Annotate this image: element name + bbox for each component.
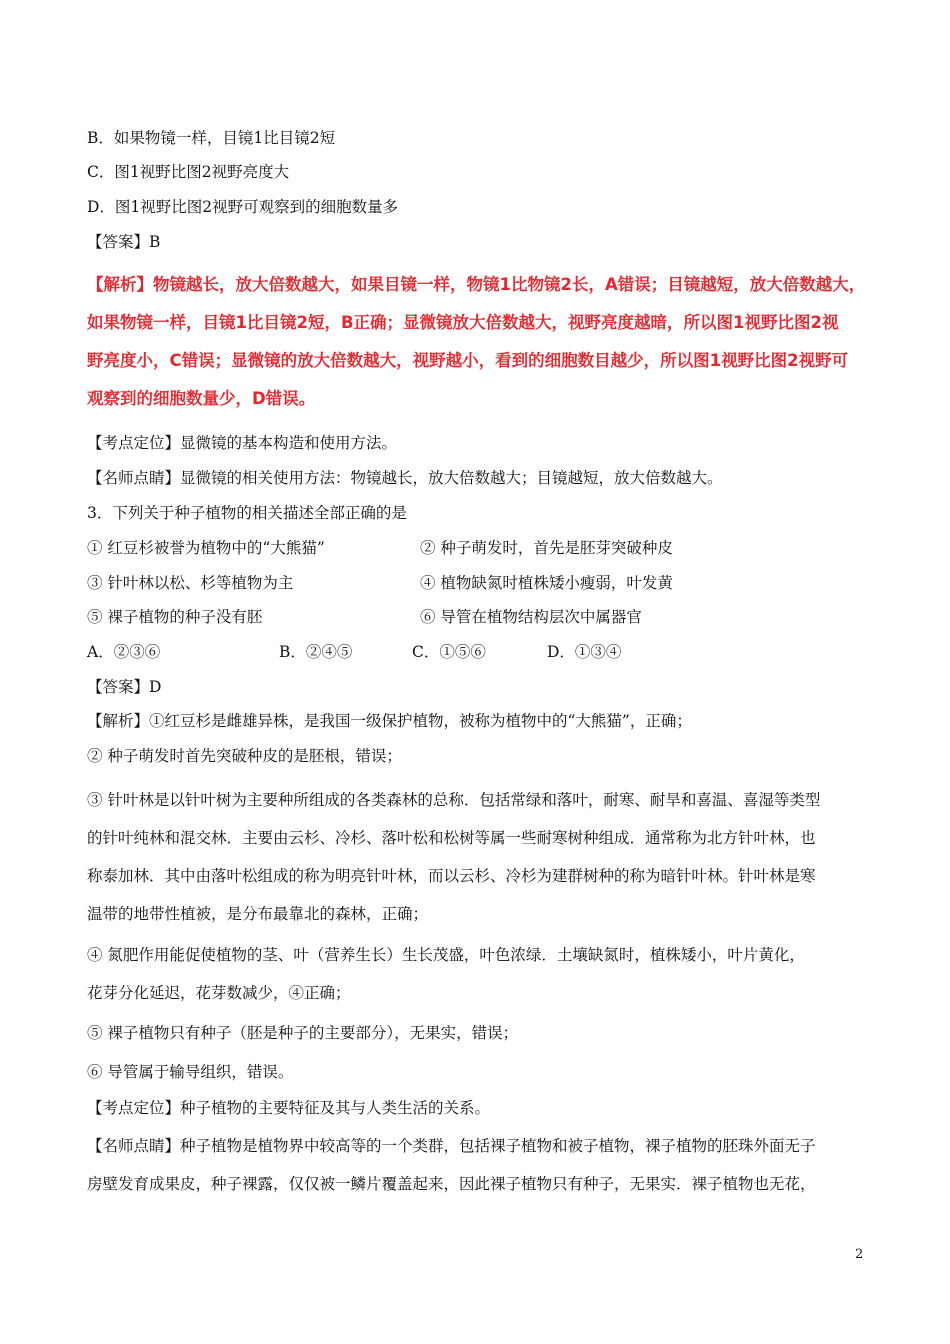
analysis-q2-line: 野亮度小，C错误；显微镜的放大倍数越大，视野越小，看到的细胞数目越少，所以图1视野比图2视野可 — [87, 351, 849, 370]
statement-6: ⑥ 导管在植物结构层次中属器官 — [420, 608, 642, 626]
analysis-q3-line: ⑥ 导管属于输导组织，错误。 — [87, 1063, 294, 1081]
analysis-q3-line: 的针叶纯林和混交林．主要由云杉、冷杉、落叶松和松树等属一些耐寒树种组成．通常称为北方针叶林，也 — [87, 829, 816, 847]
option-b: B．如果物镜一样，目镜1比目镜2短 — [87, 129, 336, 147]
kaodian-q3: 【考点定位】种子植物的主要特征及其与人类生活的关系。 — [87, 1099, 491, 1117]
statement-row — [87, 538, 673, 558]
statement-3: ③ 针叶林以松、杉等植物为主 — [87, 574, 294, 592]
analysis-q3-line: ⑤ 裸子植物只有种子（胚是种子的主要部分），无果实，错误； — [87, 1024, 519, 1042]
analysis-q3-line: ③ 针叶林是以针叶树为主要种所组成的各类森林的总称．包括常绿和落叶，耐寒、耐旱和喜温、喜湿等类型 — [87, 791, 821, 809]
statement-4: ④ 植物缺氮时植株矮小瘦弱，叶发黄 — [420, 574, 673, 592]
answer-q3: 【答案】D — [87, 678, 162, 696]
mingshi-q3-line: 房壁发育成果皮，种子裸露，仅仅被一鳞片覆盖起来，因此裸子植物只有种子，无果实．裸子植物也无花， — [87, 1175, 816, 1193]
analysis-q2-line: 【解析】物镜越长，放大倍数越大，如果目镜一样，物镜1比物镜2长，A错误；目镜越短，放大倍数越大， — [87, 275, 866, 294]
analysis-q2-line: 如果物镜一样，目镜1比目镜2短，B正确；显微镜放大倍数越大，视野亮度越暗，所以图1视野比图2视 — [87, 313, 839, 332]
mingshi-q3-line: 【名师点睛】种子植物是植物界中较高等的一个类群，包括裸子植物和被子植物，裸子植物的胚珠外面无子 — [87, 1137, 816, 1155]
analysis-q3-line: 温带的地带性植被，是分布最靠北的森林，正确； — [87, 905, 429, 923]
question-3-stem: 3．下列关于种子植物的相关描述全部正确的是 — [87, 504, 407, 522]
analysis-q3-line: 【解析】①红豆杉是雌雄异株，是我国一级保护植物，被称为植物中的“大熊猫”，正确； — [87, 712, 692, 730]
analysis-q2-line: 观察到的细胞数量少，D错误。 — [87, 389, 316, 408]
choice-a: A．②③⑥ — [87, 643, 161, 661]
choice-c: C．①⑤⑥ — [412, 643, 486, 661]
statement-5: ⑤ 裸子植物的种子没有胚 — [87, 608, 263, 626]
analysis-q3-line: 称泰加林．其中由落叶松组成的称为明亮针叶林，而以云杉、冷杉为建群树种的称为暗针叶林。针叶林是寒 — [87, 867, 816, 885]
option-c: C．图1视野比图2视野亮度大 — [87, 163, 290, 181]
choice-d: D．①③④ — [547, 643, 622, 661]
option-d: D．图1视野比图2视野可观察到的细胞数量多 — [87, 198, 399, 216]
page-number: 2 — [855, 1247, 864, 1262]
choice-b: B．②④⑤ — [279, 643, 353, 661]
statement-row — [87, 607, 642, 627]
mingshi-q2: 【名师点睛】显微镜的相关使用方法：物镜越长，放大倍数越大；目镜越短，放大倍数越大。 — [87, 469, 723, 487]
analysis-q3-line: ④ 氮肥作用能促使植物的茎、叶（营养生长）生长茂盛，叶色浓绿．土壤缺氮时，植株矮小，叶片黄化， — [87, 946, 805, 964]
analysis-q3-line: 花芽分化延迟，花芽数减少，④正确； — [87, 984, 351, 1002]
analysis-q3-line: ② 种子萌发时首先突破种皮的是胚根，错误； — [87, 747, 402, 765]
statement-row — [87, 573, 673, 593]
kaodian-q2: 【考点定位】显微镜的基本构造和使用方法。 — [87, 434, 398, 452]
statement-2: ② 种子萌发时，首先是胚芽突破种皮 — [420, 539, 673, 557]
statement-1: ① 红豆杉被誉为植物中的“大熊猫” — [87, 539, 325, 557]
answer-q2: 【答案】B — [87, 233, 161, 251]
